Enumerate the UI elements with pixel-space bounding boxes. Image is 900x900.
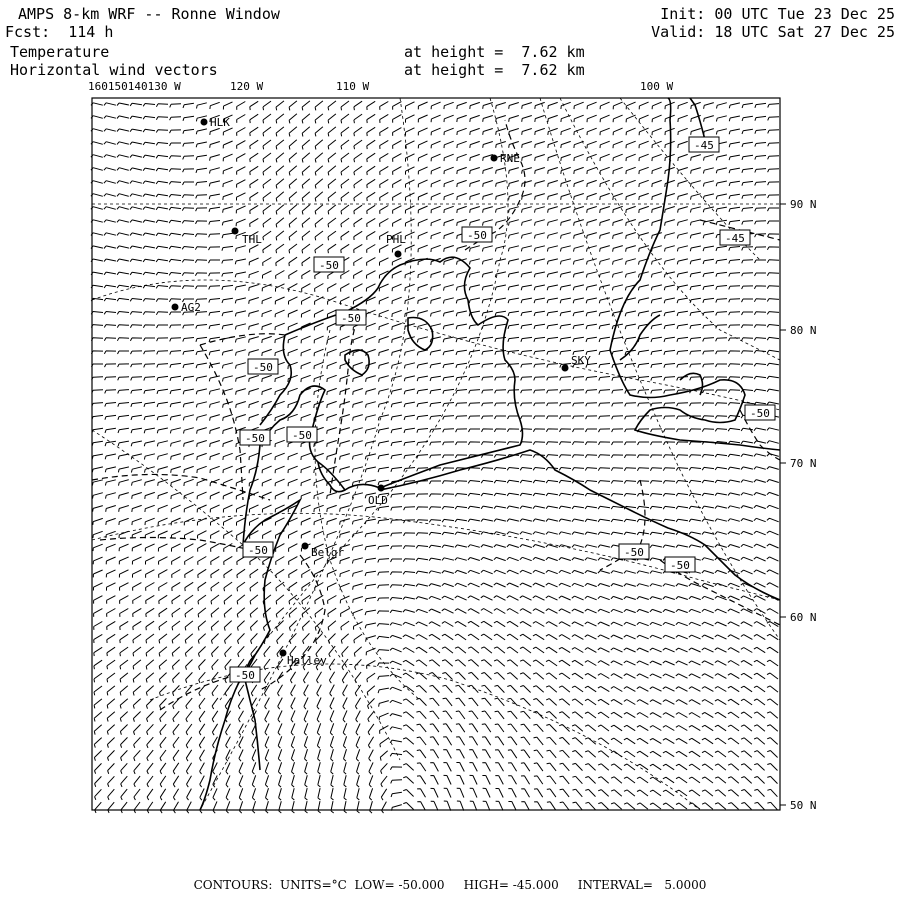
svg-text:-50: -50: [245, 432, 265, 445]
wind-vectors-path: [91, 101, 779, 813]
height-temperature: at height = 7.62 km: [404, 43, 585, 61]
contour-label: [248, 359, 278, 374]
lat-label-90n: 90 N: [790, 198, 817, 211]
station-halley: [280, 650, 328, 668]
svg-text:-45: -45: [725, 232, 745, 245]
contour-label: [745, 405, 775, 420]
height-wind: at height = 7.62 km: [404, 61, 585, 79]
init-time: Init: 00 UTC Tue 23 Dec 25: [660, 5, 895, 23]
svg-text:-50: -50: [341, 312, 361, 325]
svg-text:-50: -50: [624, 546, 644, 559]
field-temperature: Temperature: [10, 43, 110, 61]
coastline: [200, 98, 780, 810]
contour-info: CONTOURS: UNITS=°C LOW= -50.000 HIGH= -45.000 INTERVAL= 5.0000: [193, 878, 707, 892]
contour-label: [314, 257, 344, 272]
svg-text:-50: -50: [253, 361, 273, 374]
lon-label-120w: 120 W: [230, 80, 264, 93]
contour-label: [665, 557, 695, 572]
lat-label-80n: 80 N: [790, 324, 817, 337]
contour-label: [689, 137, 719, 152]
lat-label-50n: 50 N: [790, 799, 817, 812]
svg-text:THL: THL: [242, 233, 262, 246]
contour-label: [619, 544, 649, 559]
field-wind-vectors: Horizontal wind vectors: [10, 61, 218, 79]
svg-text:OLD: OLD: [368, 494, 388, 507]
svg-text:HLK: HLK: [210, 116, 230, 129]
lon-label-110w: 110 W: [336, 80, 370, 93]
contour-label: [230, 667, 260, 682]
svg-text:Halley: Halley: [287, 654, 327, 667]
svg-text:-50: -50: [319, 259, 339, 272]
station-sky: [562, 354, 592, 372]
lat-label-70n: 70 N: [790, 457, 817, 470]
station-rne: [491, 152, 520, 165]
wind-vector-field: [91, 101, 779, 813]
station-belgr: [302, 543, 345, 560]
svg-text:-50: -50: [750, 407, 770, 420]
svg-text:SKY: SKY: [571, 354, 591, 367]
contour-label: [287, 427, 317, 442]
contour-label: [243, 542, 273, 557]
svg-text:-50: -50: [670, 559, 690, 572]
station-phl: [386, 233, 406, 258]
map-frame: [92, 98, 780, 810]
contour-label: [462, 227, 492, 242]
svg-text:AG2: AG2: [181, 301, 201, 314]
svg-text:-45: -45: [694, 139, 714, 152]
svg-text:-50: -50: [248, 544, 268, 557]
svg-text:RNE: RNE: [500, 152, 520, 165]
contour-label: [240, 430, 270, 445]
svg-text:-50: -50: [235, 669, 255, 682]
forecast-hour: Fcst: 114 h: [5, 23, 114, 41]
map-title: AMPS 8-km WRF -- Ronne Window: [18, 5, 280, 23]
lon-label-100w: 100 W: [640, 80, 674, 93]
station-hlk: [201, 116, 231, 129]
contour-label: [336, 310, 366, 325]
valid-time: Valid: 18 UTC Sat 27 Dec 25: [651, 23, 895, 41]
svg-text:-50: -50: [467, 229, 487, 242]
svg-text:PHL: PHL: [386, 233, 406, 246]
lat-label-60n: 60 N: [790, 611, 817, 624]
contour-label: [720, 230, 750, 245]
station-old: [368, 485, 388, 508]
lon-label-160-130w: 160150140130 W: [88, 80, 181, 93]
svg-text:Belgr: Belgr: [311, 546, 345, 559]
svg-text:-50: -50: [292, 429, 312, 442]
lat-lon-grid: [92, 98, 780, 810]
